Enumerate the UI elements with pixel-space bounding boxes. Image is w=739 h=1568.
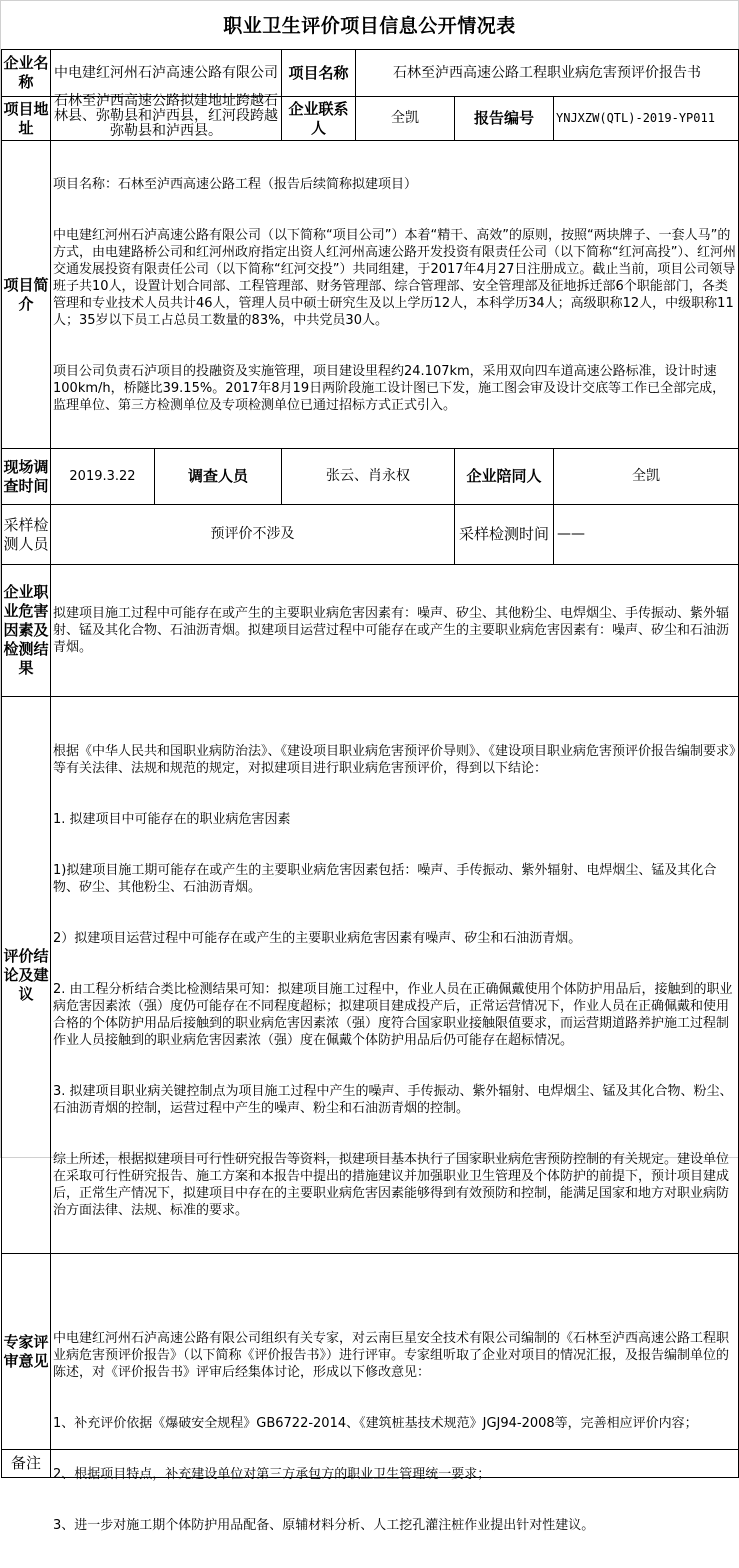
accompany-value: 全凯	[554, 449, 739, 505]
row-sampling	[2, 505, 739, 565]
address-value-cell	[51, 93, 282, 141]
report-no-value: YNJXZW(QTL)-2019-YP011	[554, 97, 739, 141]
row-hazards	[2, 565, 739, 697]
intro-paragraph: 项目名称：石林至泸西高速公路工程（报告后续简称拟建项目）	[53, 177, 418, 192]
survey-time-value: 2019.3.22	[51, 449, 155, 505]
expert-paragraph: 1、补充评价依据《爆破安全规程》GB6722-2014、《建筑桩基技术规范》JGJ94-2008等，完善相应评价内容；	[53, 1416, 698, 1431]
intro-paragraph: 中电建红河州石泸高速公路有限公司（以下简称“项目公司”）本着“精干、高效”的原则，按照“两块牌子、一套人马”的方式，由电建路桥公司和红河州政府指定出资人红河州高速公路开发投资有限责任公司（以下简称“红河高投”）、红河州交通发展投资有限责任公司（以下简称“红河交投”）共同组建，于2017年4月27日注册成立。截止当前，项目公司领导班子共10人，设置计划合同部、工程管理部、财务管理部、综合管理部、安全管理部及征地拆迁部6个职能部门，各类管理和专业技术人员共计46人，管理人员中硕士研究生及以上学历12人，本科学历34人；高级职称12人，中级职称11人；35岁以下员工占总员工数量的83%，中共党员30人。	[53, 228, 736, 328]
sampling-time-value: ——	[554, 505, 739, 565]
expert-paragraph: 中电建红河州石泸高速公路有限公司组织有关专家，对云南巨星安全技术有限公司编制的《石林至泸西高速公路工程职业病危害预评价报告》（以下简称《评价报告书》）进行评审。专家组听取了企业对项目的情况汇报，及报告编制单位的陈述，对《评价报告书》评审后经集体讨论，形成以下修改意见：	[53, 1331, 730, 1380]
row-expert	[2, 1254, 739, 1450]
project-name-value: 石林至泸西高速公路工程职业病危害预评价报告书	[356, 50, 739, 97]
conclusion-text	[51, 697, 739, 1254]
row-survey	[2, 449, 739, 505]
sampling-staff-label: 采样检测人员	[2, 505, 51, 565]
survey-time-label: 现场调查时间	[2, 449, 51, 505]
address-label: 项目地址	[2, 97, 51, 141]
hazards-label: 企业职业危害因素及检测结果	[2, 565, 51, 697]
survey-staff-value: 张云、肖永权	[282, 449, 455, 505]
page-title: 职业卫生评价项目信息公开情况表	[223, 15, 516, 37]
conclusion-paragraph: 根据《中华人民共和国职业病防治法》、《建设项目职业病危害预评价导则》、《建设项目职业病危害预评价报告编制要求》等有关法律、法规和规范的规定，对拟建项目进行职业病危害预评价，得到以下结论：	[53, 744, 736, 776]
row-conclusion	[2, 697, 739, 1254]
conclusion-paragraph: 2. 由工程分析结合类比检测结果可知：拟建项目施工过程中，作业人员在正确佩戴使用个体防护用品后，接触到的职业病危害因素浓（强）度仍可能存在不同程度超标；拟建项目建成投产后，正常运营情况下，作业人员在正确佩戴和使用合格的个体防护用品后接触到的职业病危害因素浓（强）度符合国家职业接触限值要求，而运营期道路养护施工过程制作业人员接触到的职业病危害因素浓（强）度在佩戴个体防护用品后仍可能存在超标情况。	[53, 982, 733, 1048]
row-intro	[2, 141, 739, 449]
contact-label: 企业联系人	[282, 97, 356, 141]
contact-value: 全凯	[356, 97, 455, 141]
conclusion-paragraph: 1)拟建项目施工期可能存在或产生的主要职业病危害因素包括：噪声、手传振动、紫外辐射、电焊烟尘、锰及其化合物、矽尘、其他粉尘、石油沥青烟。	[53, 863, 717, 895]
conclusion-paragraph: 1. 拟建项目中可能存在的职业病危害因素	[53, 812, 291, 827]
sampling-time-label: 采样检测时间	[455, 505, 554, 565]
expert-text-cell	[51, 1254, 739, 1533]
expert-paragraph: 2、根据项目特点，补充建设单位对第三方承包方的职业卫生管理统一要求；	[53, 1467, 491, 1482]
expert-paragraph: 3、进一步对施工期个体防护用品配备、原辅材料分析、人工挖孔灌注桩作业提出针对性建议。	[53, 1518, 595, 1533]
conclusion-paragraph: 3. 拟建项目职业病关键控制点为项目施工过程中产生的噪声、手传振动、紫外辐射、电焊烟尘、锰及其化合物、粉尘、石油沥青烟的控制，运营过程中产生的噪声、粉尘和石油沥青烟的控制。	[53, 1084, 733, 1116]
survey-staff-label: 调查人员	[155, 449, 282, 505]
hazards-text: 拟建项目施工过程中可能存在或产生的主要职业病危害因素有：噪声、矽尘、其他粉尘、电焊烟尘、手传振动、紫外辐射、锰及其化合物、石油沥青烟。拟建项目运营过程中可能存在或产生的主要职业病危害因素有：噪声、矽尘和石油沥青烟。	[51, 565, 739, 697]
intro-label: 项目简介	[2, 141, 51, 449]
remarks-label: 备注	[2, 1450, 51, 1478]
company-value: 中电建红河州石泸高速公路有限公司	[51, 50, 282, 97]
report-no-label: 报告编号	[455, 97, 554, 141]
conclusion-paragraph: 综上所述，根据拟建项目可行性研究报告等资料，拟建项目基本执行了国家职业病危害预防控制的有关规定。建设单位在采取可行性研究报告、施工方案和本报告中提出的措施建议并加强职业卫生管理及个体防护的前提下，预计项目建成后，正常生产情况下，拟建项目中存在的主要职业病危害因素能够得到有效预防和控制，能满足国家和地方对职业病防治方面法律、法规、标准的要求。	[53, 1152, 730, 1218]
row-address	[2, 97, 739, 141]
address-value: 石林至泸西高速公路拟建地址跨越石林县、弥勒县和泸西县，红河段跨越弥勒县和泸西县。	[54, 93, 278, 139]
intro-text	[51, 141, 739, 449]
conclusion-label: 评价结论及建议	[2, 697, 51, 1254]
project-name-label: 项目名称	[282, 50, 356, 97]
info-table	[1, 49, 739, 1533]
conclusion-paragraph: 2）拟建项目运营过程中可能存在或产生的主要职业病危害因素有噪声、矽尘和石油沥青烟。	[53, 931, 582, 946]
expert-label: 专家评审意见	[2, 1254, 51, 1450]
company-label: 企业名称	[2, 50, 51, 97]
accompany-label: 企业陪同人	[455, 449, 554, 505]
sampling-staff-value: 预评价不涉及	[51, 505, 455, 565]
intro-paragraph: 项目公司负责石泸项目的投融资及实施管理，项目建设里程约24.107km，采用双向四车道高速公路标准，设计时速100km/h，桥隧比39.15%。2017年8月19日两阶段施工设计图已下发，施工图会审及设计交底等工作已全部完成，监理单位、第三方检测单位及专项检测单位已通过招标方式正式引入。	[53, 364, 726, 413]
row-company	[2, 50, 739, 97]
